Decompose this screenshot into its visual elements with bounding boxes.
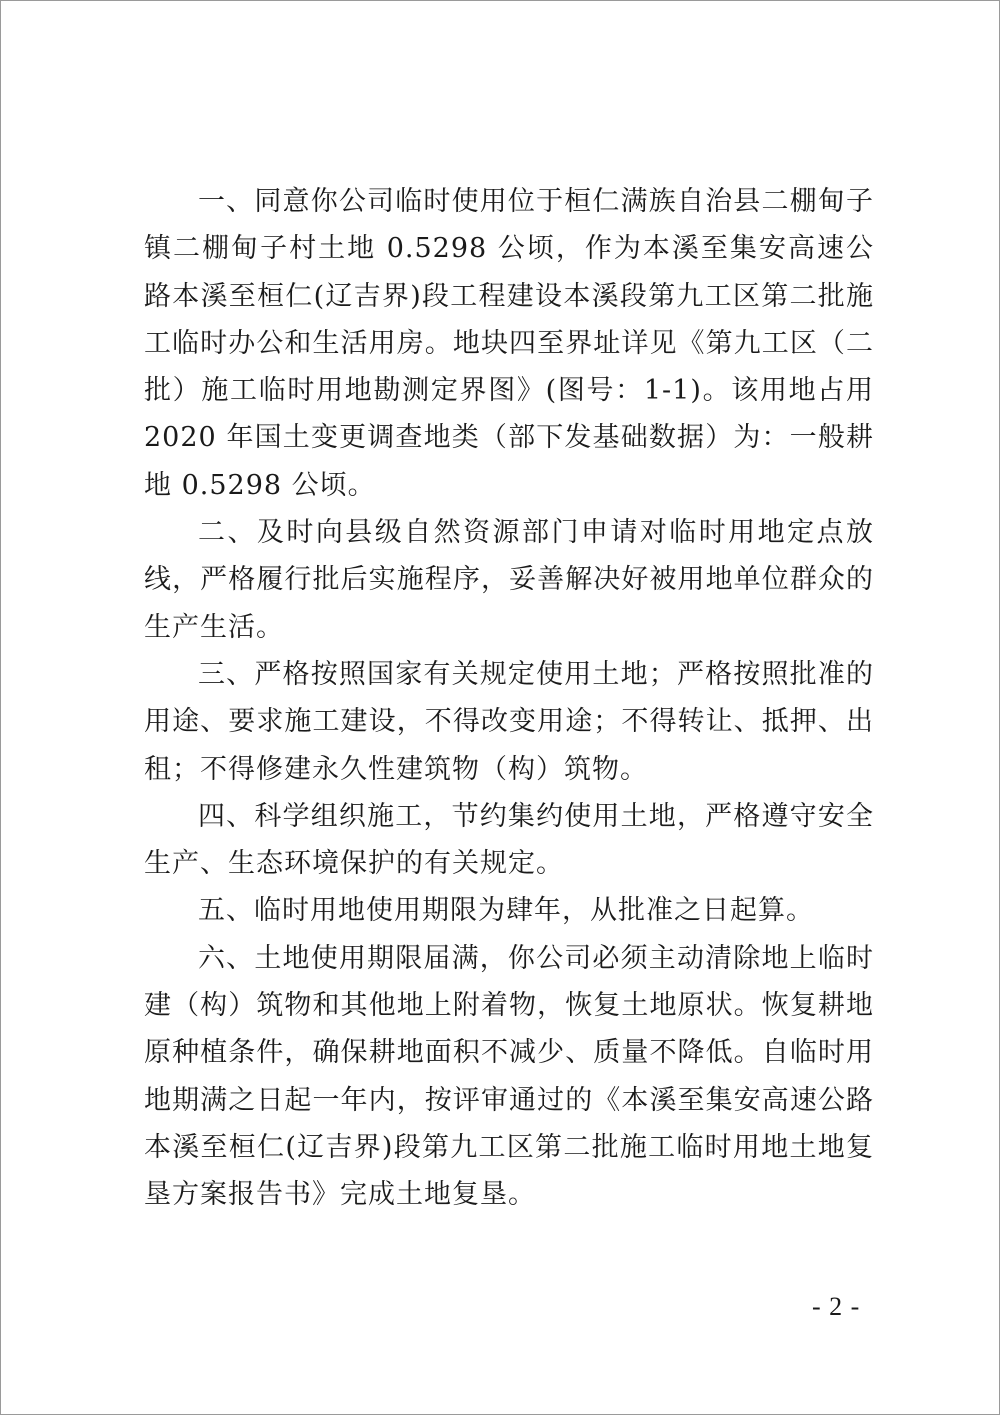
paragraph-1: 一、同意你公司临时使用位于桓仁满族自治县二棚甸子镇二棚甸子村土地 0.5298 公顷，作为本溪至集安高速公路本溪至桓仁(辽吉界)段工程建设本溪段第九工区第二批施工临时办公和生活用房。地块四至界址详见《第九工区（二批）施工临时用地勘测定界图》(图号：1-1)。该用地占用 2020 年国土变更调查地类（部下发基础数据）为：一般耕地 0.5298 公顷。 [144,186,874,501]
paragraph-2: 二、及时向县级自然资源部门申请对临时用地定点放线，严格履行批后实施程序，妥善解决好被用地单位群众的生产生活。 [144,517,874,643]
document-body [144,178,874,1219]
paragraph-5: 五、临时用地使用期限为肆年，从批准之日起算。 [198,895,814,927]
paragraph-6: 六、土地使用期限届满，你公司必须主动清除地上临时建（构）筑物和其他地上附着物，恢复土地原状。恢复耕地原种植条件，确保耕地面积不减少、质量不降低。自临时用地期满之日起一年内，按评审通过的《本溪至集安高速公路本溪至桓仁(辽吉界)段第九工区第二批施工临时用地土地复垦方案报告书》完成土地复垦。 [144,942,874,1211]
page-number: - 2 - [812,1292,861,1321]
paragraph-3: 三、严格按照国家有关规定使用土地；严格按照批准的用途、要求施工建设，不得改变用途；不得转让、抵押、出租；不得修建永久性建筑物（构）筑物。 [144,658,874,785]
paragraph-4: 四、科学组织施工，节约集约使用土地，严格遵守安全生产、生态环境保护的有关规定。 [144,800,874,880]
